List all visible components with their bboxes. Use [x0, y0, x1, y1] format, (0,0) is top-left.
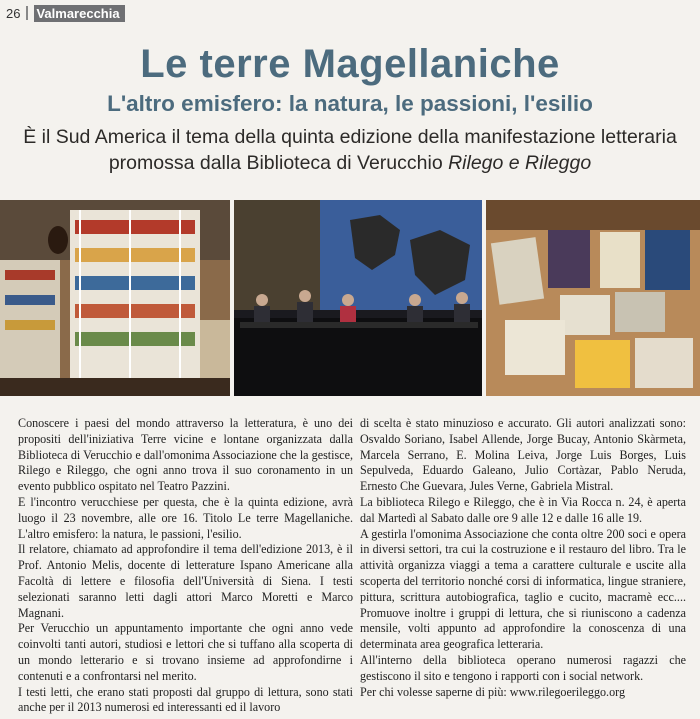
paragraph: Il relatore, chiamato ad approfondire il tema dell'edizione 2013, è il Prof. Antonio Melis, docente di letterature Ispano Americane alla Facoltà di lettere e filosofia dell'Università di Siena. I testi selezionati saranno letti dagli attori Marco Moretti e Marco Magnani. [18, 542, 353, 620]
paragraph: A gestirla l'omonima Associazione che conta oltre 200 soci e opera in diversi settori, tra cui la costruzione e il restauro del libro. Tra le attività organizza viaggi a tema a carattere culturale e uscite alla scoperta del territorio nonché corsi di informatica, lingue straniere, pittura, scrittura autobiografica, taglio e cucito, macramè ecc.... Promuove inoltre i gruppi di lettura, che si riuniscono a cadenza mensile, volti appunto ad approfondire la conoscenza di una determinata area geografica letteraria. [360, 526, 686, 652]
paragraph: All'interno della biblioteca operano numerosi ragazzi che gestiscono il sito e tengono i rapporti con i social network. [360, 652, 686, 683]
section-name: Valmarecchia [34, 5, 124, 22]
photo-collage [0, 200, 700, 396]
paragraph: E l'incontro verucchiese per questa, che è la quinta edizione, avrà luogo il 23 novembre, alle ore 16. Titolo Le terre Magellaniche. L'altro emisfero: la natura, le passioni, l'esilio. [18, 494, 353, 541]
intro-text: È il Sud America il tema della quinta edizione della manifestazione letteraria promossa dalla Biblioteca di Verucchio [23, 126, 677, 174]
paragraph: La biblioteca Rilego e Rileggo, che è in Via Rocca n. 24, è aperta dal Martedì al Sabato dalle ore 9 alle 12 e dalle 16 alle 19. [360, 494, 686, 525]
body-column-left [18, 416, 353, 716]
body-column-right [360, 416, 686, 700]
article-intro [20, 124, 680, 176]
intro-italic-title: Rilego e Rileggo [448, 152, 592, 174]
paragraph: Conoscere i paesi del mondo attraverso la letteratura, è uno dei propositi dell'iniziativa Terre vicine e lontane organizzata dalla Biblioteca di Verucchio e dall'omonima Associazione che la gestisce, Rilego e Rileggo, che ogni anno trova il suo coronamento in un evento pubblico ospitato nel Teatro Pazzini. [18, 416, 353, 494]
paragraph: di scelta è stato minuzioso e accurato. Gli autori analizzati sono: Osvaldo Soriano, Isabel Allende, Jorge Bucay, Antonio Skàrmeta, Marcela Serrano, E. Molina Leiva, Jorge Luis Borges, Luis Sepulveda, Eduardo Galeano, Julio Cortàzar, Pablo Neruda, Ernesto Che Guevara, Jules Verne, Gabriela Mistral. [360, 416, 686, 494]
paragraph: I testi letti, che erano stati proposti dal gruppo di lettura, sono stati anche per il 2013 numerosi ed interessanti ed il lavoro [18, 684, 353, 715]
article-subtitle: L'altro emisfero: la natura, le passioni, l'esilio [107, 91, 593, 116]
header-divider [26, 6, 28, 20]
photo-collage-graphic [0, 200, 700, 396]
article-title: Le terre Magellaniche [140, 42, 560, 86]
page-header [6, 3, 125, 23]
paragraph: Per Verucchio un appuntamento importante che ogni anno vede coinvolti tanti autori, studiosi e lettori che si tuffano alla scoperta di un mondo letterario e si trovano insieme ad approfondirne i contenuti e a confrontarsi nel merito. [18, 621, 353, 683]
website-link[interactable]: Per chi volesse saperne di più: www.rilegoerileggo.org [360, 684, 625, 699]
page-number: 26 [6, 5, 21, 21]
